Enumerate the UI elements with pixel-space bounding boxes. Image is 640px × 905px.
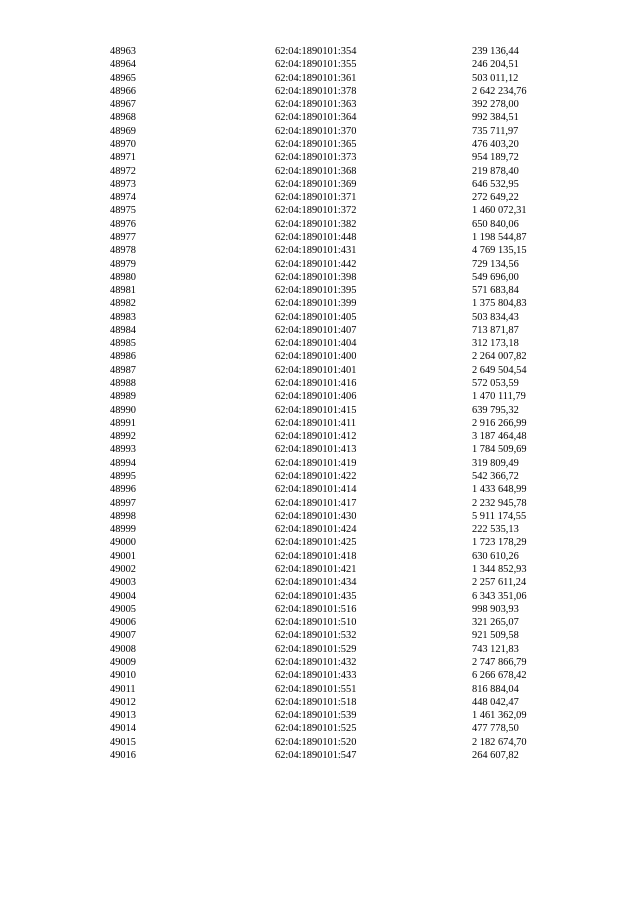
table-row (110, 258, 592, 271)
table-row (110, 350, 592, 363)
row-number: 48987 (110, 364, 136, 376)
table-row (110, 377, 592, 390)
table-row (110, 191, 592, 204)
cadastral-value: 729 134,56 (472, 258, 519, 270)
cadastral-number: 62:04:1890101:433 (275, 670, 357, 682)
table-row (110, 125, 592, 138)
row-number: 49001 (110, 550, 136, 562)
cadastral-value: 816 884,04 (472, 683, 519, 695)
cadastral-number: 62:04:1890101:405 (275, 311, 357, 323)
table-row (110, 244, 592, 257)
row-number: 48965 (110, 72, 136, 84)
table-row (110, 563, 592, 576)
cadastral-value: 2 747 866,79 (472, 656, 527, 668)
table-row (110, 749, 592, 762)
cadastral-number: 62:04:1890101:368 (275, 165, 357, 177)
row-number: 48992 (110, 431, 136, 443)
table-row (110, 722, 592, 735)
row-number: 48981 (110, 285, 136, 297)
row-number: 49000 (110, 537, 136, 549)
cadastral-value: 743 121,83 (472, 643, 519, 655)
cadastral-value: 630 610,26 (472, 550, 519, 562)
table-row (110, 497, 592, 510)
row-number: 48977 (110, 231, 136, 243)
row-number: 48989 (110, 391, 136, 403)
cadastral-value: 272 649,22 (472, 192, 519, 204)
table-row (110, 178, 592, 191)
row-number: 48976 (110, 218, 136, 230)
row-number: 48986 (110, 351, 136, 363)
table-row (110, 536, 592, 549)
cadastral-number: 62:04:1890101:434 (275, 577, 357, 589)
row-number: 48982 (110, 298, 136, 310)
cadastral-value: 2 649 504,54 (472, 364, 527, 376)
table-row (110, 590, 592, 603)
cadastral-number: 62:04:1890101:432 (275, 656, 357, 668)
cadastral-value: 476 403,20 (472, 138, 519, 150)
row-number: 48967 (110, 99, 136, 111)
cadastral-value: 1 198 544,87 (472, 231, 527, 243)
cadastral-value: 954 189,72 (472, 152, 519, 164)
row-number: 48997 (110, 497, 136, 509)
row-number: 48994 (110, 457, 136, 469)
cadastral-value: 6 343 351,06 (472, 590, 527, 602)
cadastral-number: 62:04:1890101:532 (275, 630, 357, 642)
cadastral-number: 62:04:1890101:407 (275, 324, 357, 336)
table-row (110, 45, 592, 58)
table-row (110, 696, 592, 709)
cadastral-number: 62:04:1890101:417 (275, 497, 357, 509)
cadastral-number: 62:04:1890101:518 (275, 696, 357, 708)
cadastral-number: 62:04:1890101:516 (275, 603, 357, 615)
table-row (110, 72, 592, 85)
row-number: 48983 (110, 311, 136, 323)
cadastral-number: 62:04:1890101:404 (275, 338, 357, 350)
table-row (110, 404, 592, 417)
row-number: 48999 (110, 524, 136, 536)
cadastral-number: 62:04:1890101:547 (275, 749, 357, 761)
table-row (110, 138, 592, 151)
cadastral-value: 1 723 178,29 (472, 537, 527, 549)
row-number: 48975 (110, 205, 136, 217)
row-number: 48978 (110, 245, 136, 257)
table-row (110, 204, 592, 217)
cadastral-number: 62:04:1890101:361 (275, 72, 357, 84)
cadastral-number: 62:04:1890101:419 (275, 457, 357, 469)
row-number: 49009 (110, 656, 136, 668)
cadastral-number: 62:04:1890101:412 (275, 431, 357, 443)
row-number: 49013 (110, 710, 136, 722)
cadastral-value: 4 769 135,15 (472, 245, 527, 257)
cadastral-value: 219 878,40 (472, 165, 519, 177)
cadastral-number: 62:04:1890101:435 (275, 590, 357, 602)
row-number: 49006 (110, 617, 136, 629)
cadastral-number: 62:04:1890101:431 (275, 245, 357, 257)
cadastral-value: 321 265,07 (472, 617, 519, 629)
row-number: 48998 (110, 510, 136, 522)
cadastral-number: 62:04:1890101:370 (275, 125, 357, 137)
cadastral-number: 62:04:1890101:415 (275, 404, 357, 416)
cadastral-number: 62:04:1890101:411 (275, 417, 357, 429)
cadastral-value: 477 778,50 (472, 723, 519, 735)
row-number: 49015 (110, 736, 136, 748)
cadastral-number: 62:04:1890101:551 (275, 683, 357, 695)
cadastral-number: 62:04:1890101:382 (275, 218, 357, 230)
table-row (110, 311, 592, 324)
cadastral-number: 62:04:1890101:371 (275, 192, 357, 204)
row-number: 49016 (110, 749, 136, 761)
row-number: 48971 (110, 152, 136, 164)
table-body (110, 45, 592, 762)
cadastral-value: 998 903,93 (472, 603, 519, 615)
cadastral-value: 3 187 464,48 (472, 431, 527, 443)
cadastral-number: 62:04:1890101:421 (275, 563, 357, 575)
row-number: 49005 (110, 603, 136, 615)
cadastral-value: 2 642 234,76 (472, 85, 527, 97)
cadastral-number: 62:04:1890101:364 (275, 112, 357, 124)
table-row (110, 390, 592, 403)
table-row (110, 111, 592, 124)
row-number: 48990 (110, 404, 136, 416)
cadastral-number: 62:04:1890101:424 (275, 524, 357, 536)
table-row (110, 58, 592, 71)
row-number: 48995 (110, 471, 136, 482)
table-row (110, 576, 592, 589)
cadastral-value: 1 375 804,83 (472, 298, 527, 310)
table-row (110, 151, 592, 164)
cadastral-number: 62:04:1890101:401 (275, 364, 357, 376)
cadastral-number: 62:04:1890101:372 (275, 205, 357, 217)
table-row (110, 165, 592, 178)
table-row (110, 603, 592, 616)
cadastral-value: 503 834,43 (472, 311, 519, 323)
cadastral-value: 319 809,49 (472, 457, 519, 469)
cadastral-number: 62:04:1890101:418 (275, 550, 357, 562)
cadastral-value: 222 535,13 (472, 524, 519, 536)
row-number: 48988 (110, 378, 136, 390)
row-number: 48972 (110, 165, 136, 177)
cadastral-number: 62:04:1890101:525 (275, 723, 357, 735)
cadastral-value: 239 136,44 (472, 46, 519, 57)
table-row (110, 430, 592, 443)
table-row (110, 510, 592, 523)
row-number: 49003 (110, 577, 136, 589)
table-row (110, 616, 592, 629)
table-row (110, 550, 592, 563)
table-row (110, 523, 592, 536)
cadastral-value: 1 461 362,09 (472, 710, 527, 722)
table-row (110, 457, 592, 470)
cadastral-value: 392 278,00 (472, 99, 519, 111)
cadastral-value: 735 711,97 (472, 125, 519, 137)
cadastral-value: 646 532,95 (472, 178, 519, 190)
table-row (110, 364, 592, 377)
cadastral-number: 62:04:1890101:365 (275, 138, 357, 150)
row-number: 48973 (110, 178, 136, 190)
cadastral-value: 1 784 509,69 (472, 444, 527, 456)
cadastral-number: 62:04:1890101:398 (275, 271, 357, 283)
row-number: 48980 (110, 271, 136, 283)
row-number: 48970 (110, 138, 136, 150)
table-row (110, 643, 592, 656)
table-row (110, 218, 592, 231)
table-row (110, 629, 592, 642)
row-number: 48993 (110, 444, 136, 456)
row-number: 48966 (110, 85, 136, 97)
cadastral-number: 62:04:1890101:373 (275, 152, 357, 164)
cadastral-number: 62:04:1890101:448 (275, 231, 357, 243)
cadastral-value: 1 460 072,31 (472, 205, 527, 217)
row-number: 49004 (110, 590, 136, 602)
cadastral-value: 2 264 007,82 (472, 351, 527, 363)
cadastral-number: 62:04:1890101:369 (275, 178, 357, 190)
cadastral-number: 62:04:1890101:520 (275, 736, 357, 748)
cadastral-value: 503 011,12 (472, 72, 519, 84)
cadastral-number: 62:04:1890101:399 (275, 298, 357, 310)
row-number: 49002 (110, 563, 136, 575)
row-number: 48968 (110, 112, 136, 124)
cadastral-number: 62:04:1890101:355 (275, 59, 357, 71)
table-row (110, 231, 592, 244)
cadastral-value: 2 182 674,70 (472, 736, 527, 748)
cadastral-number: 62:04:1890101:354 (275, 46, 357, 57)
cadastral-value: 1 470 111,79 (472, 391, 526, 403)
table-row (110, 470, 592, 483)
row-number: 48984 (110, 324, 136, 336)
cadastral-value: 921 509,58 (472, 630, 519, 642)
row-number: 49012 (110, 696, 136, 708)
cadastral-value: 1 344 852,93 (472, 563, 527, 575)
cadastral-value: 572 053,59 (472, 378, 519, 390)
row-number: 49008 (110, 643, 136, 655)
cadastral-number: 62:04:1890101:425 (275, 537, 357, 549)
cadastral-value-table (110, 45, 592, 762)
cadastral-value: 549 696,00 (472, 271, 519, 283)
table-row (110, 271, 592, 284)
row-number: 48985 (110, 338, 136, 350)
row-number: 48996 (110, 484, 136, 496)
cadastral-number: 62:04:1890101:422 (275, 471, 357, 482)
table-row (110, 284, 592, 297)
cadastral-value: 264 607,82 (472, 749, 519, 761)
cadastral-number: 62:04:1890101:378 (275, 85, 357, 97)
cadastral-value: 1 433 648,99 (472, 484, 527, 496)
table-row (110, 297, 592, 310)
cadastral-value: 639 795,32 (472, 404, 519, 416)
cadastral-value: 312 173,18 (472, 338, 519, 350)
cadastral-value: 246 204,51 (472, 59, 519, 71)
row-number: 49011 (110, 683, 136, 695)
row-number: 48963 (110, 46, 136, 57)
cadastral-number: 62:04:1890101:413 (275, 444, 357, 456)
cadastral-value: 650 840,06 (472, 218, 519, 230)
row-number: 48979 (110, 258, 136, 270)
table-row (110, 669, 592, 682)
cadastral-value: 6 266 678,42 (472, 670, 527, 682)
cadastral-value: 448 042,47 (472, 696, 519, 708)
cadastral-value: 5 911 174,55 (472, 510, 527, 522)
cadastral-number: 62:04:1890101:363 (275, 99, 357, 111)
cadastral-value: 2 257 611,24 (472, 577, 527, 589)
cadastral-number: 62:04:1890101:529 (275, 643, 357, 655)
cadastral-value: 2 916 266,99 (472, 417, 527, 429)
cadastral-value: 542 366,72 (472, 471, 519, 482)
cadastral-number: 62:04:1890101:442 (275, 258, 357, 270)
cadastral-value: 992 384,51 (472, 112, 519, 124)
row-number: 49007 (110, 630, 136, 642)
table-row (110, 709, 592, 722)
row-number: 48991 (110, 417, 136, 429)
table-row (110, 443, 592, 456)
cadastral-number: 62:04:1890101:395 (275, 285, 357, 297)
table-row (110, 417, 592, 430)
table-row (110, 337, 592, 350)
cadastral-number: 62:04:1890101:430 (275, 510, 357, 522)
cadastral-number: 62:04:1890101:416 (275, 378, 357, 390)
cadastral-value: 2 232 945,78 (472, 497, 527, 509)
table-row (110, 683, 592, 696)
table-row (110, 324, 592, 337)
row-number: 49010 (110, 670, 136, 682)
cadastral-number: 62:04:1890101:400 (275, 351, 357, 363)
cadastral-number: 62:04:1890101:406 (275, 391, 357, 403)
cadastral-value: 713 871,87 (472, 324, 519, 336)
table-row (110, 483, 592, 496)
row-number: 49014 (110, 723, 136, 735)
cadastral-number: 62:04:1890101:539 (275, 710, 357, 722)
row-number: 48964 (110, 59, 136, 71)
cadastral-value: 571 683,84 (472, 285, 519, 297)
table-row (110, 98, 592, 111)
table-row (110, 656, 592, 669)
table-row (110, 85, 592, 98)
cadastral-number: 62:04:1890101:510 (275, 617, 357, 629)
row-number: 48974 (110, 192, 136, 204)
table-row (110, 736, 592, 749)
row-number: 48969 (110, 125, 136, 137)
cadastral-number: 62:04:1890101:414 (275, 484, 357, 496)
